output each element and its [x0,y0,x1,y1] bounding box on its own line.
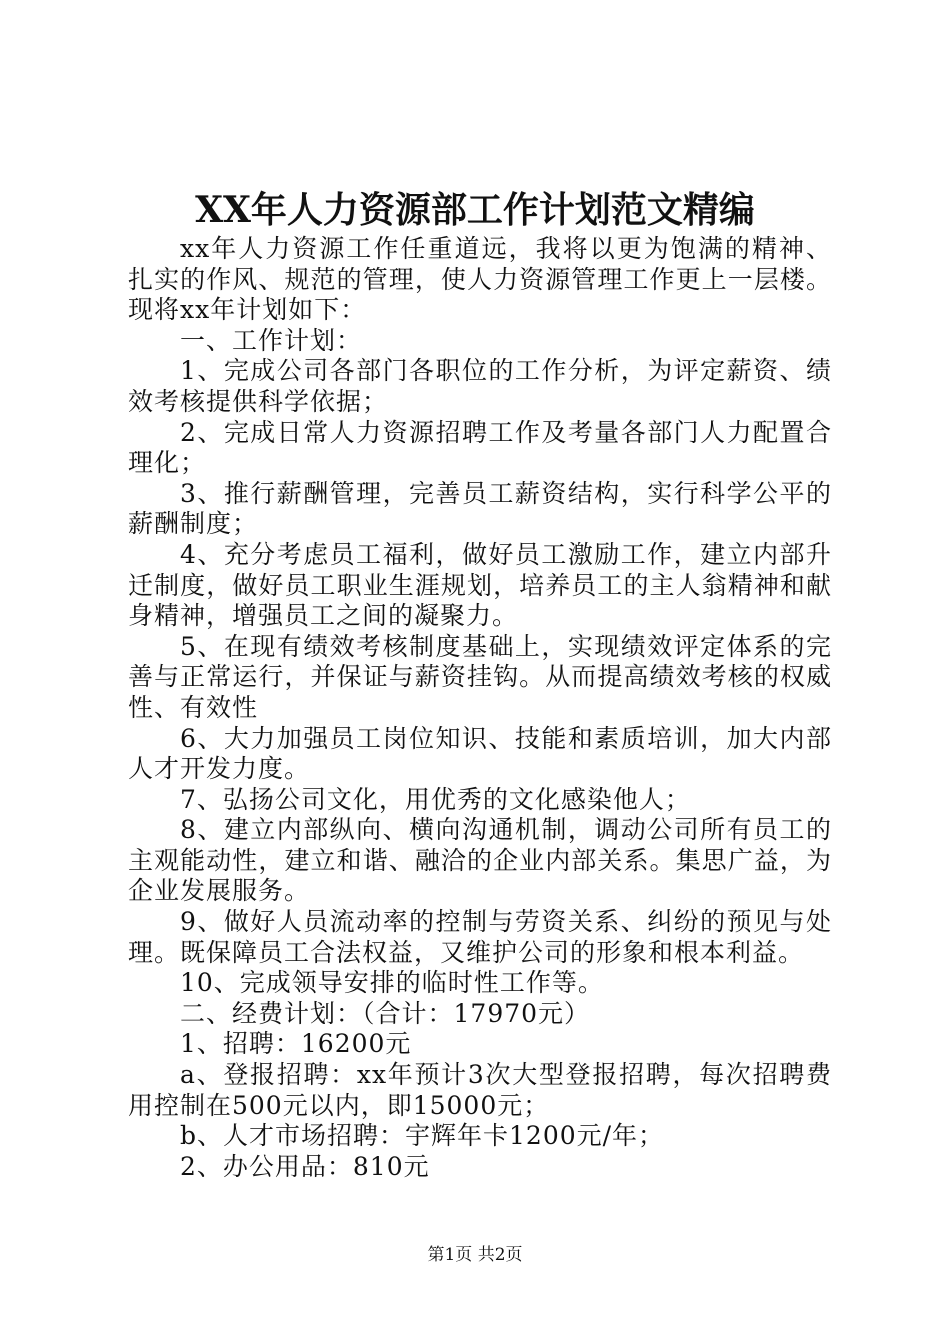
budget-subitem-newspaper: a、登报招聘：xx年预计3次大型登报招聘，每次招聘费用控制在500元以内，即15000元； [128,1060,832,1120]
paragraph-intro: xx年人力资源工作任重道远，我将以更为饱满的精神、扎实的作风、规范的管理，使人力资源管理工作更上一层楼。现将xx年计划如下： [128,234,832,325]
paragraph-item-1: 1、完成公司各部门各职位的工作分析，为评定薪资、绩效考核提供科学依据； [128,356,832,416]
document-body [128,234,832,1182]
paragraph-item-2: 2、完成日常人力资源招聘工作及考量各部门人力配置合理化； [128,417,832,478]
paragraph-item-5: 5、在现有绩效考核制度基础上，实现绩效评定体系的完善与正常运行，并保证与薪资挂钩。从而提高绩效考核的权威性、有效性 [128,631,832,722]
paragraph-item-10: 10、完成领导安排的临时性工作等。 [180,968,604,998]
budget-item-recruitment: 1、招聘：16200元 [180,1029,412,1059]
section-heading-work-plan: 一、工作计划： [180,325,363,355]
document-title: XX年人力资源部工作计划范文精编 [195,189,755,231]
page-footer: 第1页 共2页 [427,1245,523,1265]
paragraph-item-8: 8、建立内部纵向、横向沟通机制，调动公司所有员工的主观能动性，建立和谐、融洽的企业内部关系。集思广益，为企业发展服务。 [128,815,832,906]
budget-item-office-supplies: 2、办公用品：810元 [180,1151,430,1181]
section-heading-budget: 二、经费计划：（合计：17970元） [180,998,591,1028]
paragraph-item-6: 6、大力加强员工岗位知识、技能和素质培训，加大内部人才开发力度。 [128,723,832,784]
paragraph-item-7: 7、弘扬公司文化，用优秀的文化感染他人； [180,784,691,814]
paragraph-item-3: 3、推行薪酬管理，完善员工薪资结构，实行科学公平的薪酬制度； [128,478,832,539]
budget-subitem-talent-market: b、人才市场招聘：宇辉年卡1200元/年； [180,1121,665,1151]
paragraph-item-4: 4、充分考虑员工福利，做好员工激励工作，建立内部升迁制度，做好员工职业生涯规划，培养员工的主人翁精神和献身精神，增强员工之间的凝聚力。 [128,539,832,631]
paragraph-item-9: 9、做好人员流动率的控制与劳资关系、纠纷的预见与处理。既保障员工合法权益，又维护公司的形象和根本利益。 [128,907,832,967]
